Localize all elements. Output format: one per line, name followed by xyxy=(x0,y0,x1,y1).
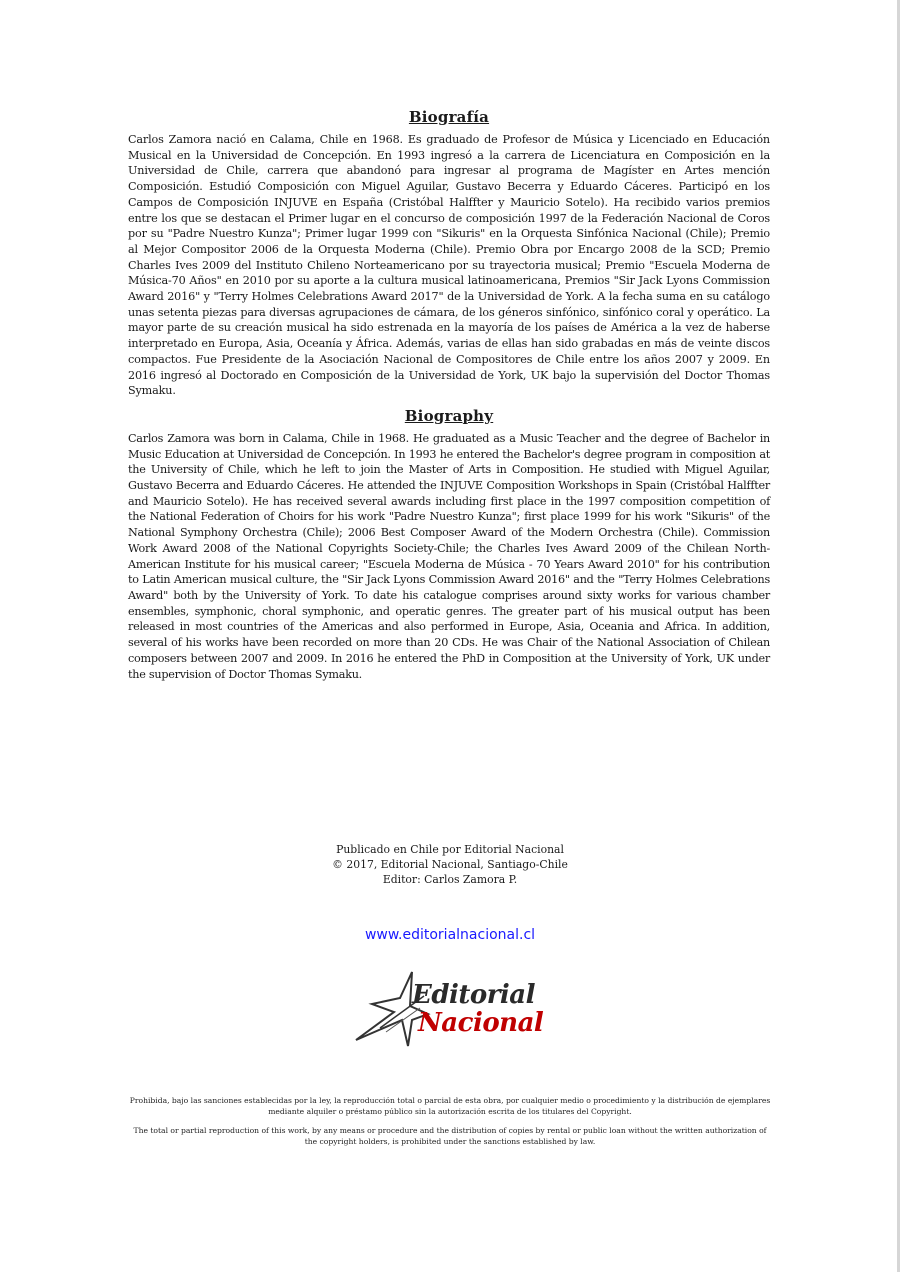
publisher-logo xyxy=(350,968,550,1048)
biography-en-text: Carlos Zamora was born in Calama, Chile in 1968. He graduated as a Music Teacher and the degree of Bachelor in Music Education at Universidad de Concepción. In 1993 he entered the Bachelor's degree program in composition at the University of Chile, which he left to join the Master of Arts in Composition. He studied with Miguel Aguilar, Gustavo Becerra and Eduardo Cáceres. He attended the INJUVE Composition Workshops in Spain (Cristóbal Halffter and Mauricio Sotelo). He has received several awards including first place in the 1997 composition competition of the National Federation of Choirs for his work "Padre Nuestro Kunza"; first place 1999 for his work "Sikuris" of the National Symphony Orchestra (Chile); 2006 Best Composer Award of the Modern Orchestra (Chile). Commission Work Award 2008 of the National Copyrights Society-Chile; the Charles Ives Award 2009 of the Chilean North-American Institute for his musical career; "Escuela Moderna de Música - 70 Years Award 2010" for his contribution to Latin American musical culture, the "Sir Jack Lyons Commission Award 2016" and the "Terry Holmes Celebrations Award" both by the University of York. To date his catalogue comprises around sixty works for various chamber ensembles, symphonic, choral symphonic, and operatic genres. The greater part of his musical output has been released in most countries of the Americas and also performed in Europe, Asia, Oceania and Africa. In addition, several of his works have been recorded on more than 20 CDs. He was Chair of the National Association of Chilean composers between 2007 and 2009. In 2016 he entered the PhD in Composition at the University of York, UK under the supervision of Doctor Thomas Symaku. xyxy=(128,431,770,681)
legal-notice xyxy=(128,1096,772,1156)
colophon xyxy=(0,842,900,887)
biography-es-title: Biografía xyxy=(408,108,490,126)
legal-notice-en: The total or partial reproduction of this work, by any means or procedure and the distribution of copies by rental or public loan without the written authorization of the copyright holders, is prohibited under the sanctions established by law. xyxy=(133,1126,767,1146)
biography-en-title: Biography xyxy=(404,406,494,425)
copyright-line: © 2017, Editorial Nacional, Santiago-Chile xyxy=(332,858,568,871)
biography-section xyxy=(128,108,770,690)
logo-text-nacional: Nacional xyxy=(418,1008,544,1038)
published-line: Publicado en Chile por Editorial Nacional xyxy=(336,843,564,856)
biography-es-text: Carlos Zamora nació en Calama, Chile en 1968. Es graduado de Profesor de Música y Licenciado en Educación Musical en la Universidad de Concepción. En 1993 ingresó a la carrera de Licenciatura en Composición en la Universidad de Chile, carrera que abandonó para ingresar al programa de Magíster en Artes mención Composición. Estudió Composición con Miguel Aguilar, Gustavo Becerra y Eduardo Cáceres. Participó en los Campos de Composición INJUVE en España (Cristóbal Halffter y Mauricio Sotelo). Ha recibido varios premios entre los que se destacan el Primer lugar en el concurso de composición 1997 de la Federación Nacional de Coros por su "Padre Nuestro Kunza"; Primer lugar 1999 con "Sikuris" en la Orquesta Sinfónica Nacional (Chile); Premio al Mejor Compositor 2006 de la Orquesta Moderna (Chile). Premio Obra por Encargo 2008 de la SCD; Premio Charles Ives 2009 del Instituto Chileno Norteamericano por su trayectoria musical; Premio "Escuela Moderna de Música-70 Años" en 2010 por su aporte a la cultura musical latinoamericana, Premios "Sir Jack Lyons Commission Award 2016" y "Terry Holmes Celebrations Award 2017" de la Universidad de York. A la fecha suma en su catálogo unas setenta piezas para diversas agrupaciones de cámara, de los géneros sinfónico, sinfónico coral y operático. La mayor parte de su creación musical ha sido estrenada en la mayoría de los países de América a la vez de haberse interpretado en Europa, Asia, Oceanía y África. Además, varias de ellas han sido grabadas en más de veinte discos compactos. Fue Presidente de la Asociación Nacional de Compositores de Chile entre los años 2007 y 2009. En 2016 ingresó al Doctorado en Composición de la Universidad de York, UK bajo la supervisión del Doctor Thomas Symaku. xyxy=(128,133,770,398)
logo-text-editorial: Editorial xyxy=(412,980,536,1010)
editor-line: Editor: Carlos Zamora P. xyxy=(382,873,518,886)
legal-notice-es: Prohibida, bajo las sanciones establecidas por la ley, la reproducción total o parcial de esta obra, por cualquier medio o procedimiento y la distribución de ejemplares mediante alquiler o préstamo público sin la autorización escrita de los titulares del Copyright. xyxy=(129,1096,771,1116)
website-link[interactable]: www.editorialnacional.cl xyxy=(364,927,536,943)
